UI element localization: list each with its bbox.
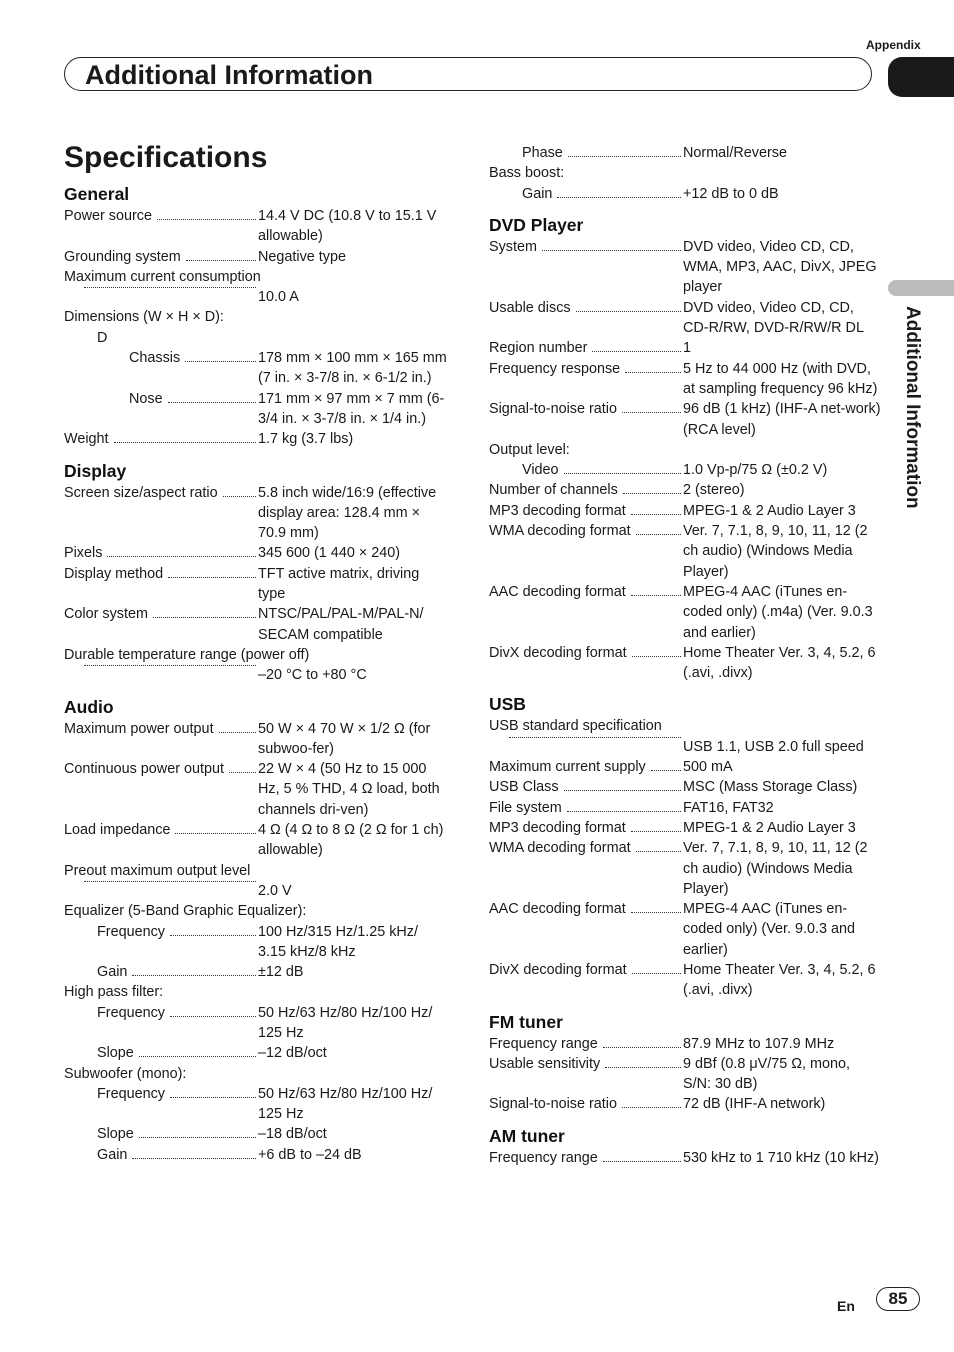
spec-label bbox=[64, 348, 257, 389]
leader-dots bbox=[568, 156, 681, 157]
spec-row bbox=[64, 206, 448, 247]
spec-label-text: Slope bbox=[97, 1045, 134, 1062]
spec-value: 5.8 inch wide/16:9 (effective display area: 128.4 mm × 70.9 mm) bbox=[258, 484, 437, 542]
spec-label bbox=[64, 206, 257, 247]
spec-row bbox=[489, 899, 881, 960]
spec-row bbox=[489, 237, 881, 298]
section-heading: General bbox=[64, 184, 130, 204]
spec-row bbox=[489, 399, 881, 440]
leader-dots bbox=[223, 496, 256, 497]
spec-label-text: Frequency range bbox=[489, 1035, 598, 1052]
spec-label bbox=[64, 1084, 257, 1125]
spec-value: 5 Hz to 44 000 Hz (with DVD, at sampling frequency 96 kHz) bbox=[683, 360, 878, 397]
spec-row bbox=[64, 759, 448, 820]
spec-row bbox=[489, 643, 881, 684]
spec-label-text: Maximum power output bbox=[64, 720, 214, 737]
section-heading: FM tuner bbox=[489, 1011, 563, 1032]
leader-dots bbox=[625, 372, 681, 373]
spec-label-text: Slope bbox=[97, 1126, 134, 1143]
leader-dots bbox=[631, 514, 681, 515]
leader-dots bbox=[622, 412, 681, 413]
leader-dots bbox=[170, 1016, 256, 1017]
spec-row bbox=[489, 143, 881, 163]
spec-label-text: Screen size/aspect ratio bbox=[64, 484, 218, 501]
spec-row bbox=[489, 1054, 881, 1095]
spec-section-usb bbox=[489, 693, 881, 1000]
spec-row bbox=[489, 582, 881, 643]
spec-label-text: Frequency bbox=[97, 923, 165, 940]
spec-label bbox=[64, 287, 257, 307]
leader-dots bbox=[651, 770, 681, 771]
spec-value: TFT active matrix, driving type bbox=[258, 565, 420, 603]
spec-value: 530 kHz to 1 710 kHz (10 kHz) bbox=[683, 1149, 879, 1166]
page-title: Specifications bbox=[64, 141, 268, 174]
spec-value: MPEG-1 & 2 Audio Layer 3 bbox=[683, 819, 856, 836]
spec-value: –18 dB/oct bbox=[258, 1126, 327, 1143]
spec-value: 2 (stereo) bbox=[683, 482, 745, 499]
spec-section-display bbox=[64, 460, 448, 686]
leader-dots bbox=[576, 311, 681, 312]
spec-label bbox=[489, 298, 682, 339]
spec-section-dvd-player bbox=[489, 214, 881, 684]
spec-row bbox=[64, 287, 448, 307]
spec-value: 500 mA bbox=[683, 759, 733, 776]
spec-value: 9 dBf (0.8 μV/75 Ω, mono, S/N: 30 dB) bbox=[683, 1055, 851, 1093]
spec-group-label: USB standard specification bbox=[489, 718, 662, 735]
spec-label bbox=[64, 389, 257, 430]
spec-label bbox=[489, 237, 682, 298]
spec-label bbox=[64, 429, 257, 449]
spec-group-label: Equalizer (5-Band Graphic Equalizer): bbox=[64, 903, 307, 920]
spec-label bbox=[64, 247, 257, 267]
spec-value: –20 °C to +80 °C bbox=[258, 667, 367, 684]
spec-value: MPEG-4 AAC (iTunes en-coded only) (Ver. 9.0.3 and earlier) bbox=[683, 901, 856, 958]
spec-label-text: Number of channels bbox=[489, 482, 618, 499]
spec-row bbox=[64, 483, 448, 544]
spec-label bbox=[489, 338, 682, 358]
spec-label-text: Weight bbox=[64, 431, 109, 448]
leader-dots bbox=[632, 973, 681, 974]
spec-label bbox=[489, 521, 682, 582]
section-heading: DVD Player bbox=[489, 214, 584, 235]
spec-value: 345 600 (1 440 × 240) bbox=[258, 545, 401, 562]
spec-value: 50 Hz/63 Hz/80 Hz/100 Hz/ 125 Hz bbox=[258, 1004, 433, 1041]
spec-value: 87.9 MHz to 107.9 MHz bbox=[683, 1035, 835, 1052]
spec-label-text: Gain bbox=[97, 964, 128, 981]
leader-dots bbox=[114, 442, 256, 443]
spec-group-label: Durable temperature range (power off) bbox=[64, 646, 310, 663]
leader-dots bbox=[592, 351, 681, 352]
spec-label bbox=[64, 881, 257, 901]
leader-dots bbox=[622, 1107, 681, 1108]
spec-value: +6 dB to –24 dB bbox=[258, 1146, 362, 1163]
spec-label bbox=[489, 1034, 682, 1054]
spec-group-label: Bass boost: bbox=[489, 165, 565, 182]
spec-label bbox=[64, 962, 257, 982]
spec-label bbox=[64, 820, 257, 861]
spec-row bbox=[64, 389, 448, 430]
leader-dots bbox=[564, 473, 681, 474]
leader-dots bbox=[185, 361, 256, 362]
spec-value: 96 dB (1 kHz) (IHF-A net-work) (RCA level) bbox=[683, 401, 881, 438]
spec-label bbox=[489, 1094, 682, 1114]
spec-group-label: Maximum current consumption bbox=[64, 268, 261, 285]
spec-label-text: AAC decoding format bbox=[489, 901, 626, 918]
spec-label-text: Display method bbox=[64, 565, 164, 582]
leader-dots bbox=[603, 1047, 681, 1048]
spec-row bbox=[489, 359, 881, 400]
spec-label bbox=[64, 665, 257, 685]
spec-label bbox=[489, 1148, 682, 1168]
spec-label bbox=[489, 818, 682, 838]
page-number: 85 bbox=[876, 1287, 920, 1311]
spec-column-left bbox=[64, 183, 448, 1175]
footer-language: En bbox=[837, 1298, 855, 1314]
spec-label bbox=[489, 737, 682, 757]
spec-row bbox=[489, 184, 881, 204]
spec-row bbox=[64, 665, 448, 685]
leader-dots bbox=[509, 737, 681, 738]
spec-value: 171 mm × 97 mm × 7 mm (6-3/4 in. × 3-7/8 in. × 1/4 in.) bbox=[258, 390, 445, 427]
spec-label-text: Color system bbox=[64, 606, 148, 623]
spec-label bbox=[489, 643, 682, 684]
spec-value: 2.0 V bbox=[258, 882, 292, 899]
leader-dots bbox=[219, 732, 256, 733]
spec-label-text: Nose bbox=[129, 390, 163, 407]
spec-value: 14.4 V DC (10.8 V to 15.1 V allowable) bbox=[258, 208, 437, 245]
spec-label-text: Pixels bbox=[64, 545, 103, 562]
spec-row bbox=[489, 1034, 881, 1054]
spec-value: 1.0 Vp-p/75 Ω (±0.2 V) bbox=[683, 462, 828, 479]
leader-dots bbox=[631, 912, 681, 913]
spec-row bbox=[489, 838, 881, 899]
leader-dots bbox=[170, 1097, 256, 1098]
spec-row bbox=[64, 604, 448, 645]
spec-value: MSC (Mass Storage Class) bbox=[683, 779, 858, 796]
spec-group-label: Preout maximum output level bbox=[64, 862, 251, 879]
spec-label bbox=[489, 1054, 682, 1095]
spec-label bbox=[489, 582, 682, 643]
spec-row bbox=[489, 757, 881, 777]
spec-value: 10.0 A bbox=[258, 289, 299, 306]
spec-label-text: DivX decoding format bbox=[489, 961, 627, 978]
spec-row bbox=[489, 960, 881, 1001]
spec-label-text: Signal-to-noise ratio bbox=[489, 1096, 617, 1113]
spec-value: 72 dB (IHF-A network) bbox=[683, 1096, 826, 1113]
section-header-title: Additional Information bbox=[85, 60, 373, 90]
spec-label bbox=[489, 143, 682, 163]
leader-dots bbox=[168, 577, 256, 578]
spec-label bbox=[64, 1124, 257, 1144]
spec-label-text: Region number bbox=[489, 340, 588, 357]
spec-label bbox=[64, 1145, 257, 1165]
side-tab-label: Additional Information bbox=[902, 306, 923, 509]
spec-row bbox=[64, 1043, 448, 1063]
spec-label bbox=[64, 922, 257, 963]
spec-column-right bbox=[489, 143, 881, 1178]
spec-row bbox=[64, 429, 448, 449]
section-heading: Audio bbox=[64, 696, 114, 717]
spec-label bbox=[64, 1003, 257, 1044]
spec-label-text: Gain bbox=[97, 1146, 128, 1163]
spec-label bbox=[64, 1043, 257, 1063]
spec-label-text: Continuous power output bbox=[64, 761, 225, 778]
spec-row bbox=[489, 480, 881, 500]
spec-value: FAT16, FAT32 bbox=[683, 799, 774, 816]
spec-value: +12 dB to 0 dB bbox=[683, 185, 779, 202]
spec-row bbox=[489, 338, 881, 358]
spec-label-text: Phase bbox=[522, 145, 563, 161]
spec-value: Home Theater Ver. 3, 4, 5.2, 6 (.avi, .divx) bbox=[683, 961, 876, 999]
spec-value: MPEG-4 AAC (iTunes en-coded only) (.m4a) (Ver. 9.0.3 and earlier) bbox=[683, 583, 873, 641]
spec-label-text: Maximum current supply bbox=[489, 759, 646, 776]
leader-dots bbox=[132, 975, 256, 976]
spec-label-text: WMA decoding format bbox=[489, 840, 631, 857]
spec-value: 50 W × 4 70 W × 1/2 Ω (for subwoo-fer) bbox=[258, 720, 431, 757]
spec-label-text: Frequency response bbox=[489, 360, 621, 377]
appendix-label: Appendix bbox=[866, 38, 921, 52]
side-tab-marker bbox=[888, 280, 954, 296]
spec-row bbox=[489, 798, 881, 818]
spec-row bbox=[64, 543, 448, 563]
spec-section-general bbox=[64, 183, 448, 450]
spec-label bbox=[489, 960, 682, 1001]
spec-label-text: DivX decoding format bbox=[489, 644, 627, 661]
spec-label-text: Usable sensitivity bbox=[489, 1055, 601, 1072]
leader-dots bbox=[631, 831, 681, 832]
spec-row bbox=[64, 564, 448, 605]
leader-dots bbox=[631, 595, 681, 596]
spec-label bbox=[64, 759, 257, 820]
spec-value: ±12 dB bbox=[258, 964, 304, 981]
spec-row bbox=[489, 1094, 881, 1114]
leader-dots bbox=[557, 197, 681, 198]
spec-group-label: Output level: bbox=[489, 441, 570, 458]
spec-row bbox=[64, 1145, 448, 1165]
spec-label bbox=[64, 564, 257, 605]
spec-row bbox=[489, 737, 881, 757]
spec-value: MPEG-1 & 2 Audio Layer 3 bbox=[683, 502, 856, 519]
section-heading: Display bbox=[64, 460, 127, 481]
spec-section-audio bbox=[64, 696, 448, 1166]
spec-value: DVD video, Video CD, CD, WMA, MP3, AAC, DivX, JPEG player bbox=[683, 238, 877, 296]
section-tab-marker bbox=[888, 57, 954, 97]
spec-section-am-tuner bbox=[489, 1125, 881, 1168]
spec-value: 100 Hz/315 Hz/1.25 kHz/ 3.15 kHz/8 kHz bbox=[258, 923, 418, 960]
leader-dots bbox=[153, 617, 256, 618]
spec-value: 22 W × 4 (50 Hz to 15 000 Hz, 5 % THD, 4 Ω load, both channels dri-ven) bbox=[258, 761, 440, 818]
spec-value: Ver. 7, 7.1, 8, 9, 10, 11, 12 (2 ch audio) (Windows Media Player) bbox=[683, 523, 868, 580]
leader-dots bbox=[542, 250, 681, 251]
spec-value: 1 bbox=[683, 340, 692, 357]
leader-dots bbox=[636, 534, 681, 535]
leader-dots bbox=[567, 811, 681, 812]
spec-row bbox=[64, 348, 448, 389]
spec-row bbox=[64, 247, 448, 267]
spec-value: Ver. 7, 7.1, 8, 9, 10, 11, 12 (2 ch audio) (Windows Media Player) bbox=[683, 840, 868, 897]
leader-dots bbox=[186, 260, 256, 261]
spec-row bbox=[64, 1124, 448, 1144]
spec-value: 50 Hz/63 Hz/80 Hz/100 Hz/ 125 Hz bbox=[258, 1085, 433, 1123]
spec-label-text: Usable discs bbox=[489, 299, 571, 316]
spec-label-text: File system bbox=[489, 799, 562, 816]
leader-dots bbox=[229, 772, 256, 773]
spec-label-text: Chassis bbox=[129, 350, 181, 367]
spec-group-label: High pass filter: bbox=[64, 984, 164, 1001]
spec-label bbox=[64, 543, 257, 563]
spec-value: Negative type bbox=[258, 248, 346, 265]
spec-row bbox=[64, 820, 448, 861]
spec-label-text: MP3 decoding format bbox=[489, 502, 626, 519]
spec-value: 1.7 kg (3.7 lbs) bbox=[258, 431, 354, 448]
spec-label bbox=[489, 184, 682, 204]
spec-value: 178 mm × 100 mm × 165 mm (7 in. × 3-7/8 in. × 6-1/2 in.) bbox=[258, 350, 447, 387]
spec-row bbox=[489, 818, 881, 838]
spec-label-text: MP3 decoding format bbox=[489, 819, 626, 836]
spec-value: DVD video, Video CD, CD, CD-R/RW, DVD-R/RW/R DL bbox=[683, 299, 864, 337]
spec-label bbox=[489, 399, 682, 440]
spec-section-continued bbox=[489, 143, 881, 204]
spec-label bbox=[64, 719, 257, 760]
spec-value: USB 1.1, USB 2.0 full speed bbox=[683, 738, 864, 755]
spec-row bbox=[489, 1148, 881, 1168]
spec-label-text: Power source bbox=[64, 208, 152, 224]
spec-label bbox=[489, 359, 682, 400]
spec-label-text: System bbox=[489, 238, 537, 255]
leader-dots bbox=[84, 881, 256, 882]
leader-dots bbox=[170, 935, 256, 936]
leader-dots bbox=[132, 1158, 256, 1159]
spec-label-text: Video bbox=[522, 462, 559, 479]
spec-label-text: USB Class bbox=[489, 779, 559, 796]
spec-value: 4 Ω (4 Ω to 8 Ω (2 Ω for 1 ch) allowable) bbox=[258, 822, 444, 859]
spec-row bbox=[489, 521, 881, 582]
spec-label bbox=[489, 899, 682, 960]
leader-dots bbox=[603, 1161, 681, 1162]
spec-label bbox=[489, 798, 682, 818]
spec-value: Normal/Reverse bbox=[683, 145, 787, 161]
leader-dots bbox=[636, 851, 681, 852]
leader-dots bbox=[632, 656, 681, 657]
section-heading: USB bbox=[489, 694, 526, 715]
spec-row bbox=[489, 501, 881, 521]
spec-label bbox=[489, 501, 682, 521]
spec-label bbox=[64, 604, 257, 645]
spec-label-text: Frequency range bbox=[489, 1149, 598, 1166]
leader-dots bbox=[175, 833, 256, 834]
spec-label-text: Gain bbox=[522, 185, 553, 202]
leader-dots bbox=[605, 1067, 681, 1068]
spec-label bbox=[489, 777, 682, 797]
spec-label bbox=[489, 460, 682, 480]
spec-label-text: Frequency bbox=[97, 1004, 165, 1021]
spec-row bbox=[64, 719, 448, 760]
spec-value: NTSC/PAL/PAL-M/PAL-N/ SECAM compatible bbox=[258, 606, 424, 643]
spec-row bbox=[489, 460, 881, 480]
spec-label-text: Frequency bbox=[97, 1085, 165, 1102]
spec-label bbox=[489, 838, 682, 899]
spec-label bbox=[64, 483, 257, 544]
spec-row bbox=[64, 1084, 448, 1125]
spec-row bbox=[64, 1003, 448, 1044]
spec-section-fm-tuner bbox=[489, 1011, 881, 1115]
spec-row bbox=[489, 777, 881, 797]
leader-dots bbox=[157, 219, 256, 220]
leader-dots bbox=[107, 556, 256, 557]
spec-value: Home Theater Ver. 3, 4, 5.2, 6 (.avi, .divx) bbox=[683, 644, 876, 682]
spec-label-text: Load impedance bbox=[64, 822, 171, 839]
spec-row bbox=[64, 962, 448, 982]
spec-group-label: Dimensions (W × H × D): bbox=[64, 309, 224, 326]
leader-dots bbox=[139, 1137, 256, 1138]
spec-label-text: Signal-to-noise ratio bbox=[489, 401, 617, 418]
spec-label bbox=[489, 757, 682, 777]
leader-dots bbox=[564, 790, 681, 791]
spec-row bbox=[64, 881, 448, 901]
leader-dots bbox=[84, 287, 256, 288]
spec-label-text: AAC decoding format bbox=[489, 583, 626, 600]
spec-group-label: Subwoofer (mono): bbox=[64, 1065, 187, 1082]
leader-dots bbox=[168, 402, 256, 403]
section-heading: AM tuner bbox=[489, 1125, 565, 1146]
leader-dots bbox=[84, 665, 256, 666]
spec-label-text: WMA decoding format bbox=[489, 523, 631, 540]
spec-value: –12 dB/oct bbox=[258, 1045, 327, 1062]
spec-row bbox=[489, 298, 881, 339]
spec-label bbox=[489, 480, 682, 500]
spec-row bbox=[64, 922, 448, 963]
leader-dots bbox=[623, 493, 681, 494]
spec-group-label: D bbox=[97, 329, 108, 346]
spec-label-text: Grounding system bbox=[64, 248, 181, 265]
leader-dots bbox=[139, 1056, 256, 1057]
